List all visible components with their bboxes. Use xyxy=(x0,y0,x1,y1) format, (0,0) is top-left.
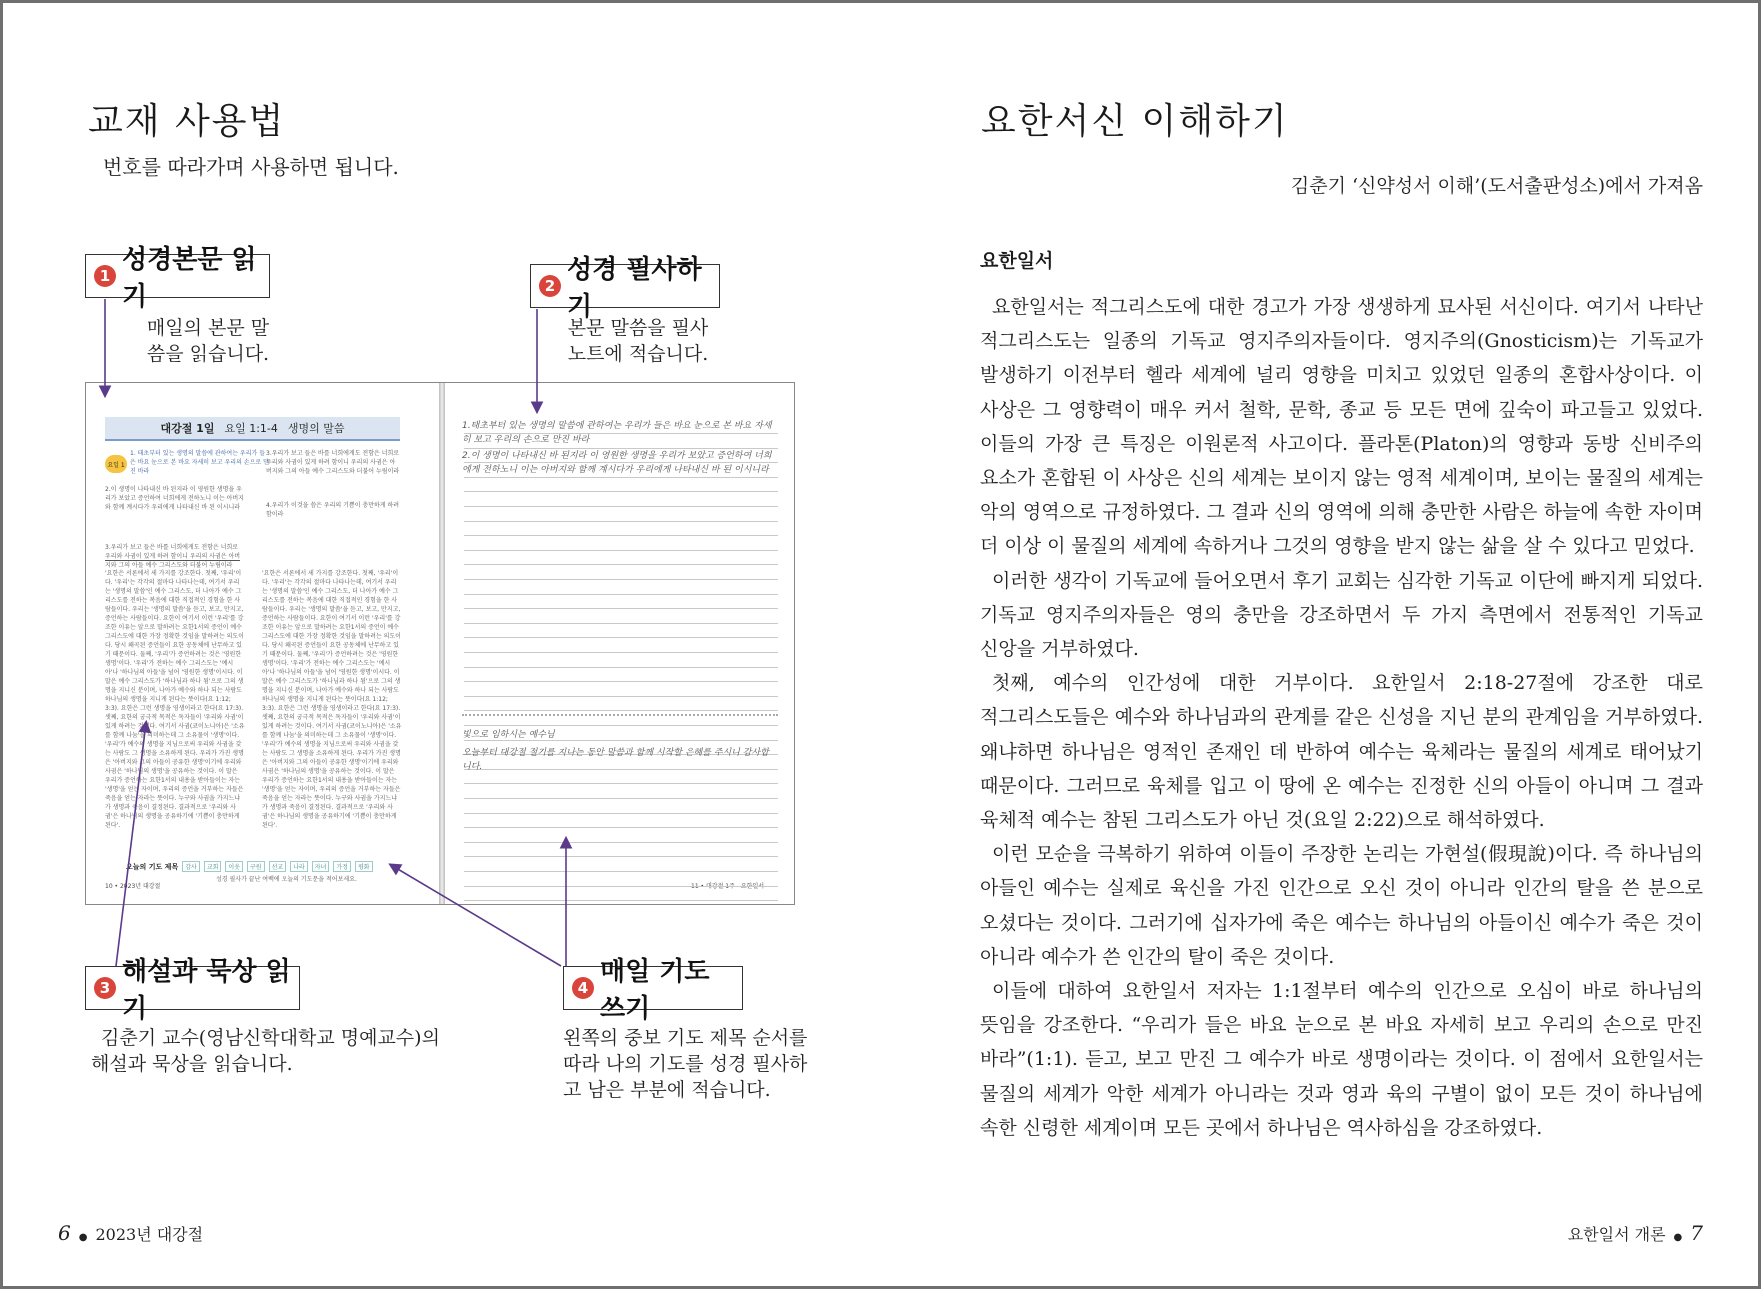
prayer-tag: 가정 xyxy=(333,861,351,872)
right-footer xyxy=(1568,1221,1703,1245)
sample-verse-3a: 3.우리가 보고 들은 바를 너희에게도 전함은 너희로 우리와 사귐이 있게 하려 함이니 우리의 사귐은 아버지와 그의 아들 예수 그리스도와 더불어 누림이라 xyxy=(105,544,241,569)
ruled-line xyxy=(464,608,778,609)
section-heading: 요한일서 xyxy=(980,250,1054,272)
step-number-badge: 3 xyxy=(94,977,116,999)
step-4-box xyxy=(563,957,743,1024)
book-spine xyxy=(439,383,445,904)
desc-line: 씀을 읽습니다. xyxy=(146,343,270,365)
page-title: 교재 사용법 xyxy=(88,101,286,142)
ruled-line xyxy=(464,813,778,814)
ruled-line xyxy=(464,856,778,857)
desc-line: 본문 말씀을 필사 xyxy=(567,317,709,339)
prayer-tag: 자녀 xyxy=(312,861,330,872)
step-1-description xyxy=(143,315,273,367)
desc-line: 노트에 적습니다. xyxy=(567,343,709,365)
ruled-line xyxy=(464,667,778,668)
sample-commentary-col-1: '요한은 서론에서 세 가지를 강조한다. 첫째, '우리'이다. '우리'는 각각의 절마다 나타나는데, 여기서 우리는 '생명의 말씀'인 예수 그리스도, 더 나아가 예수 그리스도를 전하는 복음에 대한 직접적인 경험을 한 사람들이다. 우리는 '생명의 말씀'을 듣고, 보고, 만지고, 증언하는 사람들이다. 요한이 여기서 이런 '우리'를 강조한 이유는 앞으로 말하려는 요한1서의 증언이 예수 그리스도에 대한 가장 정확한 것임을 말하려는 의도이다. 당시 왜곡된 증언들이 요한 공동체에 난무하고 있기 때문이다. 둘째, '우리'가 증언하려는 것은 '영원한 생명'이다. '우리'가 전하는 예수 그리스도는 '예시아'나 '하나님의 아들'을 넘어 '영원한 생명'이시다. 이 말은 예수 그리스도가 '하나님과 하나 됨'으로 그의 생명을 지니신 분이며, 나아가 예수와 하나 되는 사람도 하나님의 생명을 지니게 된다는 뜻이다(요 1:12; 3:3). 요한은 그런 생명을 영생이라고 한다(요 17:3). 셋째, 요한의 궁극적 목적은 독자들이 '우리와 사귐'이 있게 하려는 것이다. 여기서 사귐(코이노니아)은 '소유를 함께 나눔'을 의미하는데 그 소유물이 '생명'이다. '우리'가 예수의 생명을 지님으로써 우리와 사귐을 갖는 사람도 그 생명을 소유하게 된다. 우리가 가진 생명은 '아버지와 그의 아들이 공유한 생명'이기에 우리와 사귐은 '하나님의 생명'을 공유하는 것이다. 이 말은 우리가 증언하는 요한1서의 내용을 받아들이는 자는 '생명'을 얻는 자이며, 우리의 증언을 거부하는 자들은 죽음을 얻는 자라는 뜻이다. 누구와 사귐을 가지느냐가 생명과 죽음이 결정된다. 결과적으로 '우리와 사귐'은 하나님의 생명을 공유하기에 '기쁨이 충만하게 된다'. xyxy=(105,570,245,829)
step-2-description xyxy=(563,315,713,367)
ruled-line xyxy=(464,535,778,536)
desc-line: 김춘기 교수(영남신학대학교 명예교수)의 xyxy=(101,1027,440,1049)
sample-handwritten-verse-2: 2.이 생명이 나타내신 바 된지라 이 영원한 생명을 우리가 보았고 증언하여 너희에게 전하노니 이는 아버지와 함께 계시다가 우리에게 나타내신 바 된 이시니라 xyxy=(462,451,772,475)
sample-folio-left: 10 • 2023년 대강절 xyxy=(105,883,161,890)
sample-prayer-line-2: 오늘부터 대강절 절기를 지나는 동안 말씀과 함께 시작할 은혜를 주시니 감사합니다. xyxy=(462,748,769,772)
source-credit: 김춘기 ‘신약성서 이해’(도서출판성소)에서 가져옴 xyxy=(1290,175,1703,197)
ruled-line xyxy=(464,696,778,697)
ruled-line xyxy=(464,827,778,828)
ruled-line xyxy=(464,652,778,653)
body-text xyxy=(980,290,1703,1145)
sample-header-theme: 생명의 말씀 xyxy=(287,422,345,435)
footer-dot: ● xyxy=(1673,1232,1683,1243)
step-number-badge: 4 xyxy=(572,977,594,999)
ruled-line xyxy=(464,564,778,565)
step-label: 해설과 묵상 읽기 xyxy=(122,957,291,1024)
ruled-line xyxy=(464,623,778,624)
sample-verse-3: 3.우리가 보고 들은 바를 너희에게도 전함은 너희로 우리와 사귐이 있게 하려 함이니 우리의 사귐은 아버지와 그의 아들 예수 그리스도와 더불어 누림이라 xyxy=(266,450,400,475)
ruled-line xyxy=(464,550,778,551)
prayer-tag: 교회 xyxy=(204,861,222,872)
sample-commentary-col-2: '요한은 서론에서 세 가지를 강조한다. 첫째, '우리'이다. '우리'는 각각의 절마다 나타나는데, 여기서 우리는 '생명의 말씀'인 예수 그리스도, 더 나아가 예수 그리스도를 전하는 복음에 대한 직접적인 경험을 한 사람들이다. 우리는 '생명의 말씀'을 듣고, 보고, 만지고, 증언하는 사람들이다. 요한이 여기서 이런 '우리'를 강조한 이유는 앞으로 말하려는 요한1서의 증언이 예수 그리스도에 대한 가장 정확한 것임을 말하려는 의도이다. 당시 왜곡된 증언들이 요한 공동체에 난무하고 있기 때문이다. 둘째, '우리'가 증언하려는 것은 '영원한 생명'이다. '우리'가 전하는 예수 그리스도는 '예시아'나 '하나님의 아들'을 넘어 '영원한 생명'이시다. 이 말은 예수 그리스도가 '하나님과 하나 됨'으로 그의 생명을 지니신 분이며, 나아가 예수와 하나 되는 사람도 하나님의 생명을 지니게 된다는 뜻이다(요 1:12; 3:3). 요한은 그런 생명을 영생이라고 한다(요 17:3). 셋째, 요한의 궁극적 목적은 독자들이 '우리와 사귐'이 있게 하려는 것이다. 여기서 사귐(코이노니아)은 '소유를 함께 나눔'을 의미하는데 그 소유물이 '생명'이다. '우리'가 예수의 생명을 지님으로써 우리와 사귐을 갖는 사람도 그 생명을 소유하게 된다. 우리가 가진 생명은 '아버지와 그의 아들이 공유한 생명'이기에 우리와 사귐은 '하나님의 생명'을 공유하는 것이다. 이 말은 우리가 증언하는 요한1서의 내용을 받아들이는 자는 '생명'을 얻는 자이며, 우리의 증언을 거부하는 자들은 죽음을 얻는 자라는 뜻이다. 누구와 사귐을 가지느냐가 생명과 죽음이 결정된다. 결과적으로 '우리와 사귐'은 하나님의 생명을 공유하기에 '기쁨이 충만하게 된다'. xyxy=(262,570,402,829)
sample-verse-4: 4.우리가 이것을 씀은 우리의 기쁨이 충만하게 하려 함이라 xyxy=(266,502,400,518)
ruled-line xyxy=(464,637,778,638)
footer-text: 요한일서 개론 xyxy=(1567,1225,1666,1244)
book-spread xyxy=(3,3,1758,1286)
prayer-tag: 감사 xyxy=(182,861,200,872)
page-title: 요한서신 이해하기 xyxy=(981,101,1289,142)
step-4-description xyxy=(563,1025,823,1103)
step-3-description xyxy=(91,1025,451,1077)
step-label: 매일 기도쓰기 xyxy=(600,957,710,1024)
paragraph: 이러한 생각이 기독교에 들어오면서 후기 교회는 심각한 기독교 이단에 빠지게 되었다. 기독교 영지주의자들은 영의 충만을 강조하면서 두 가지 측면에서 전통적인 기독교 신앙을 거부하였다. xyxy=(980,569,1703,661)
step-number-badge: 1 xyxy=(94,265,116,287)
ruled-line xyxy=(464,900,778,901)
ruled-line xyxy=(464,506,778,507)
desc-line: 매일의 본문 말 xyxy=(146,317,270,339)
step-3-box xyxy=(85,957,300,1024)
sample-separator xyxy=(462,714,778,718)
footer-text: 2023년 대강절 xyxy=(95,1225,204,1244)
sample-prayer-note: 성경 필사가 끝난 여백에 오늘의 기도문을 적어보세요. xyxy=(216,876,357,883)
paragraph: 첫째, 예수의 인간성에 대한 거부이다. 요한일서 2:18-27절에 강조한 대로 적그리스도들은 예수와 하나님과의 관계를 같은 신성을 지닌 분의 관계임을 거부하였다. 왜냐하면 하나님은 영적인 존재인 데 반하여 예수는 육체라는 물질의 세계로 태어났기 때문이다. 그러므로 육체를 입고 이 땅에 온 예수는 진정한 신의 아들이 아니며 그 결과 육체적 예수는 참된 그리스도가 아닌 것(요일 2:22)으로 해석하였다. xyxy=(980,672,1703,832)
sample-divider xyxy=(105,560,240,561)
desc-line: 고 남은 부분에 적습니다. xyxy=(563,1079,771,1101)
desc-line: 따라 나의 기도를 성경 필사하 xyxy=(563,1053,808,1075)
ruled-line xyxy=(464,725,778,726)
paragraph: 요한일서는 적그리스도에 대한 경고가 가장 생생하게 묘사된 서신이다. 여기서 나타난 적그리스도는 일종의 기독교 영지주의자들이다. 영지주의(Gnosticism)는 기독교가 발생하기 이전부터 헬라 세계에 널리 영향을 미치고 있었던 일종의 혼합사상이다. 이 사상은 그 영향력이 매우 커서 철학, 문학, 종교 등 모든 면에 깊숙이 파고들고 있었다. 이들의 가장 큰 특징은 이원론적 사고이다. 플라톤(Platon)의 영향과 동방 신비주의 요소가 혼합된 이 사상은 신의 세계는 보이지 않는 영적 세계이며, 보이는 물질의 세계는 악의 영역으로 규정하였다. 그 결과 신의 영역에 의해 충만한 사람은 하늘에 속한 자이며 더 이상 이 물질의 세계에 속하거나 그것의 영향을 받지 않는 삶을 살 수 있다고 믿었다. xyxy=(980,296,1703,558)
desc-line: 해설과 묵상을 읽습니다. xyxy=(91,1053,293,1075)
sample-header xyxy=(105,417,400,441)
sample-prayer-line-1: 빛으로 임하시는 예수님 xyxy=(462,730,555,740)
sample-verse-1: 1. 태초부터 있는 생명의 말씀에 관하여는 우리가 들은 바요 눈으로 본 바요 자세히 보고 우리의 손으로 만진 바라 xyxy=(130,450,269,475)
step-label: 성경본문 읽기 xyxy=(122,245,257,312)
prayer-tag: 이웃 xyxy=(225,861,243,872)
ruled-line xyxy=(464,783,778,784)
ruled-line xyxy=(464,798,778,799)
ruled-line xyxy=(464,710,778,711)
page-number: 7 xyxy=(1690,1221,1703,1245)
sample-day-badge: 요일 1 xyxy=(105,455,127,473)
page-number: 6 xyxy=(58,1221,71,1245)
paragraph: 이런 모순을 극복하기 위하여 이들이 주장한 논리는 가현설(假現說)이다. 즉 하나님의 아들인 예수는 실제로 육신을 가진 인간으로 오신 것이 아니라 인간의 탈을 쓴 분으로 오셨다는 것이다. 그러기에 십자가에 죽은 예수는 하나님의 아들이신 예수가 죽은 것이 아니라 예수가 쓴 인간의 탈이 죽은 것이다. xyxy=(980,843,1703,968)
ruled-line xyxy=(464,871,778,872)
prayer-tag: 구원 xyxy=(247,861,265,872)
step-1-box xyxy=(85,245,270,312)
left-footer xyxy=(58,1221,203,1245)
ruled-line xyxy=(464,681,778,682)
step-number-badge: 2 xyxy=(539,275,561,297)
sample-header-title: 대강절 1일 xyxy=(160,422,215,435)
sample-verse-2: 2.이 생명이 나타내신 바 된지라 이 영원한 생명을 우리가 보았고 증언하여 너희에게 전하노니 이는 아버지와 함께 계시다가 우리에게 나타내신 바 된 이시니라 xyxy=(105,486,244,511)
ruled-line xyxy=(464,579,778,580)
left-page xyxy=(3,3,883,1286)
sample-header-ref: 요일 1:1-4 xyxy=(224,422,278,435)
ruled-line xyxy=(464,886,778,887)
sample-book-image xyxy=(85,382,795,905)
prayer-tag: 나라 xyxy=(290,861,308,872)
sample-prayer-title: 오늘의 기도 제목 xyxy=(126,862,179,871)
sample-handwritten-verse-1: 1.태초부터 있는 생명의 말씀에 관하여는 우리가 들은 바요 눈으로 본 바요 자세히 보고 우리의 손으로 만진 바라 xyxy=(462,421,772,445)
paragraph: 이들에 대하여 요한일서 저자는 1:1절부터 예수의 인간으로 오심이 바로 하나님의 뜻임을 강조한다. “우리가 들은 바요 눈으로 본 바요 자세히 보고 우리의 손으로 만진 바라”(1:1). 듣고, 보고 만진 그 예수가 바로 생명이라는 것이다. 이 점에서 요한일서는 물질의 세계가 악한 세계가 아니라는 것과 영과 육의 구별이 없이 모든 것이 하나님에 속한 신령한 세계이며 모든 곳에서 하나님은 역사하심을 강조하였다. xyxy=(980,980,1703,1139)
step-label: 성경 필사하기 xyxy=(567,255,702,322)
ruled-line xyxy=(464,842,778,843)
ruled-line xyxy=(464,491,778,492)
prayer-tag: 선교 xyxy=(269,861,287,872)
sample-prayer-bar xyxy=(126,861,373,872)
ruled-line xyxy=(464,521,778,522)
page-subtitle: 번호를 따라가며 사용하면 됩니다. xyxy=(103,155,399,179)
footer-dot: ● xyxy=(78,1232,88,1243)
ruled-line xyxy=(464,594,778,595)
sample-folio-right: 11 • 대강절 1주 - 요한일서 xyxy=(691,883,765,890)
prayer-tag: 평화 xyxy=(355,861,373,872)
right-page xyxy=(883,3,1758,1286)
desc-line: 왼쪽의 중보 기도 제목 순서를 xyxy=(563,1027,808,1049)
step-2-box xyxy=(530,255,720,322)
